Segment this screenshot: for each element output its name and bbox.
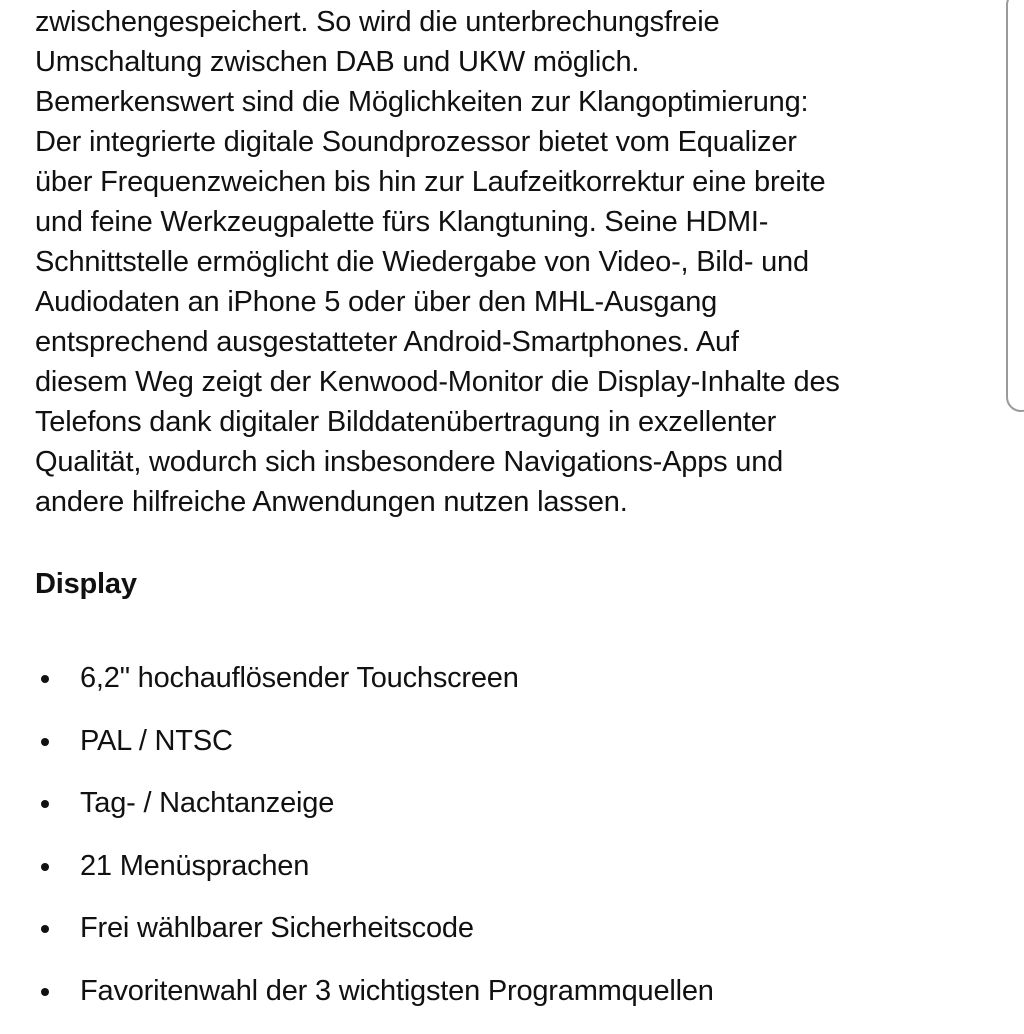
list-item-text: 21 Menüsprachen (80, 849, 310, 882)
list-item-text: PAL / NTSC (80, 724, 233, 757)
paragraph-line: Audiodaten an iPhone 5 oder über den MHL-Ausgang (35, 286, 718, 318)
section-heading-display: Display (35, 568, 137, 600)
list-item (35, 846, 995, 886)
paragraph-line: Umschaltung zwischen DAB und UKW möglich. (35, 46, 640, 78)
bullet-icon (41, 800, 49, 808)
body-paragraph (35, 0, 995, 522)
bullet-icon (41, 675, 49, 683)
list-item (35, 908, 995, 948)
list-item (35, 783, 995, 823)
bullet-icon (41, 925, 49, 933)
paragraph-line: andere hilfreiche Anwendungen nutzen lassen. (35, 486, 628, 518)
paragraph-line: und feine Werkzeugpalette fürs Klangtuning. Seine HDMI- (35, 206, 769, 238)
list-item-text: Tag- / Nachtanzeige (80, 787, 335, 820)
list-item (35, 721, 995, 761)
feature-list (35, 658, 995, 1011)
paragraph-line: Schnittstelle ermöglicht die Wiedergabe von Video-, Bild- und (35, 246, 809, 278)
paragraph-line: entsprechend ausgestatteter Android-Smartphones. Auf (35, 326, 739, 358)
bullet-icon (41, 738, 49, 746)
bullet-icon (41, 988, 49, 996)
paragraph-line: Der integrierte digitale Soundprozessor bietet vom Equalizer (35, 126, 797, 158)
bullet-icon (41, 863, 49, 871)
paragraph-line: zwischengespeichert. So wird die unterbrechungsfreie (35, 6, 720, 38)
list-item (35, 971, 995, 1011)
paragraph-line: Qualität, wodurch sich insbesondere Navigations-Apps und (35, 446, 784, 478)
list-item (35, 658, 995, 698)
list-item-text: Favoritenwahl der 3 wichtigsten Programmquellen (80, 974, 714, 1007)
article-content (35, 0, 995, 1034)
list-item-text: 6,2" hochauflösender Touchscreen (80, 662, 519, 694)
paragraph-line: über Frequenzweichen bis hin zur Laufzeitkorrektur eine breite (35, 166, 826, 198)
paragraph-line: Telefons dank digitaler Bilddatenübertragung in exzellenter (35, 406, 777, 438)
paragraph-line: Bemerkenswert sind die Möglichkeiten zur Klangoptimierung: (35, 86, 809, 118)
list-item-text: Frei wählbarer Sicherheitscode (80, 912, 474, 945)
paragraph-line: diesem Weg zeigt der Kenwood-Monitor die Display-Inhalte des (35, 366, 840, 398)
scrollbar-handle[interactable] (1006, 0, 1024, 412)
